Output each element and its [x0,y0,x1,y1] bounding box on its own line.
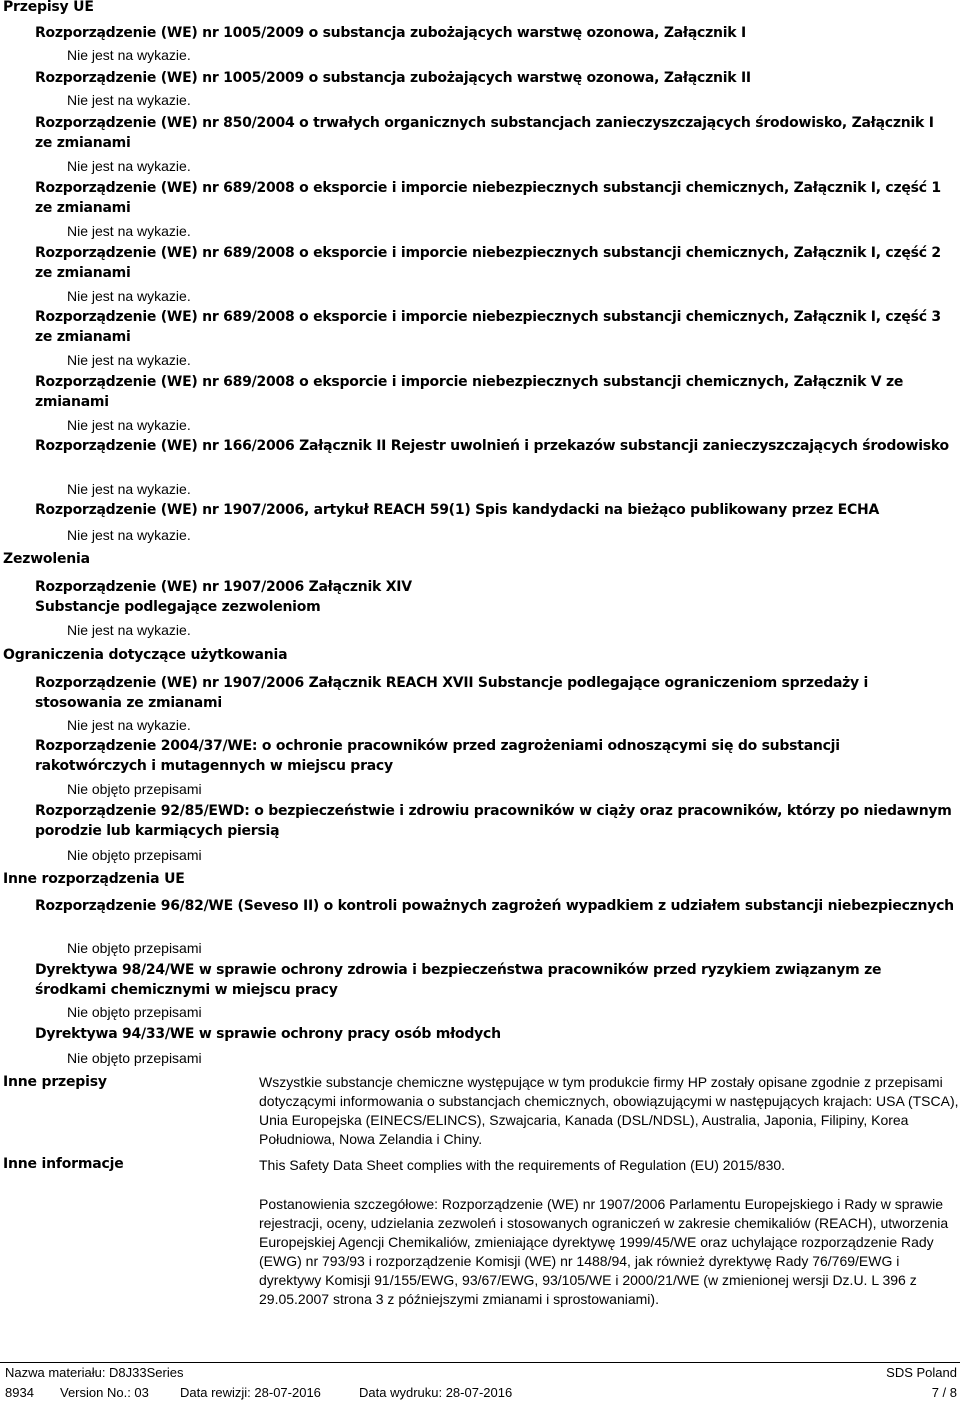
regulation-title: Rozporządzenie (WE) nr 1907/2006 Załącznik REACH XVII Substancje podlegające ograniczeniom sprzedaży i stosowania ze zmianami [35,675,869,711]
regulation-title: Rozporządzenie (WE) nr 1005/2009 o substancja zubożających warstwę ozonowa, Załącznik I [35,25,746,41]
regulation-title: Rozporządzenie 92/85/EWD: o bezpieczeństwie i zdrowiu pracowników w ciąży oraz pracowników, którzy po niedawnym porodzie lub karmiących piersią [35,803,952,839]
footer-material-name: Nazwa materiału: D8J33Series [5,1365,184,1380]
other-info-details: Postanowienia szczegółowe: Rozporządzenie (WE) nr 1907/2006 Parlamentu Europejskiego i Rady w sprawie rejestracji, oceny, udzielania zezwoleń i stosowanych ograniczeń w zakresie chemikaliów (REACH), utworzenia Europejskiej Agencji Chemikaliów, zmieniające dyrektywę 1999/45/WE oraz uchylające rozporządzenie Rady (EWG) nr 793/93 i rozporządzenie Komisji (WE) nr 1488/94, jak również dyrektywę Rady 76/769/EWG i dyrektywy Komisji 91/155/EWG, 93/67/EWG, 93/105/WE i 2000/21/WE (w zmienionej wersji Dz.U. L 396 z 29.05.2007 strona 3 z późniejszymi zmianami i sprostowaniami). [259,1196,949,1307]
regulation-title: Rozporządzenie (WE) nr 850/2004 o trwałych organicznych substancjach zanieczyszczających środowisko, Załącznik I ze zmianami [35,115,934,151]
footer-version: Version No.: 03 [60,1385,149,1400]
regulation-title: Rozporządzenie (WE) nr 1907/2006, artykuł REACH 59(1) Spis kandydacki na bieżąco publikowany przez ECHA [35,502,880,518]
regulation-title: Dyrektywa 98/24/WE w sprawie ochrony zdrowia i bezpieczeństwa pracowników przed ryzykiem związanym ze środkami chemicznymi w miejscu pracy [35,962,882,998]
footer-print-date: Data wydruku: 28-07-2016 [359,1385,513,1400]
other-info-label: Inne informacje [3,1156,124,1172]
regulation-title: Dyrektywa 94/33/WE w sprawie ochrony pracy osób młodych [35,1026,501,1042]
regulation-title: Rozporządzenie (WE) nr 689/2008 o eksporcie i imporcie niebezpiecznych substancji chemicznych, Załącznik V ze zmianami [35,374,904,410]
regulation-title: Rozporządzenie (WE) nr 689/2008 o eksporcie i imporcie niebezpiecznych substancji chemicznych, Załącznik I, część 2 ze zmianami [35,245,941,281]
regulation-status: Nie objęto przepisami [67,781,202,797]
section-heading-restrictions: Ograniczenia dotyczące użytkowania [3,647,288,663]
regulation-status: Nie jest na wykazie. [67,527,191,543]
regulation-status: Nie objęto przepisami [67,847,202,863]
footer-sds-country: SDS Poland [886,1365,957,1380]
regulation-status: Nie jest na wykazie. [67,92,191,108]
footer-code: 8934 [5,1385,34,1400]
regulation-title: Rozporządzenie (WE) nr 1005/2009 o substancja zubożających warstwę ozonowa, Załącznik II [35,70,751,86]
other-rules-label: Inne przepisy [3,1074,107,1090]
regulation-status: Nie jest na wykazie. [67,47,191,63]
footer-divider [0,1362,960,1363]
section-heading-authorisations: Zezwolenia [3,551,90,567]
regulation-status: Nie jest na wykazie. [67,481,191,497]
regulation-title: Rozporządzenie (WE) nr 1907/2006 Załącznik XIV Substancje podlegające zezwoleniom [35,579,412,615]
other-info-text: This Safety Data Sheet complies with the requirements of Regulation (EU) 2015/830. [259,1157,786,1173]
section-heading-other-eu: Inne rozporządzenia UE [3,871,185,887]
section-heading-eu-regulations: Przepisy UE [3,0,94,15]
regulation-title: Rozporządzenie 96/82/WE (Seveso II) o kontroli poważnych zagrożeń wypadkiem z udziałem substancji niebezpiecznych [35,898,954,914]
regulation-status: Nie objęto przepisami [67,1050,202,1066]
regulation-status: Nie objęto przepisami [67,940,202,956]
footer-page-number: 7 / 8 [931,1385,957,1400]
regulation-title: Rozporządzenie (WE) nr 689/2008 o eksporcie i imporcie niebezpiecznych substancji chemicznych, Załącznik I, część 3 ze zmianami [35,309,941,345]
regulation-status: Nie jest na wykazie. [67,288,191,304]
regulation-title: Rozporządzenie (WE) nr 166/2006 Załącznik II Rejestr uwolnień i przekazów substancji zanieczyszczających środowisko [35,438,949,454]
regulation-status: Nie jest na wykazie. [67,223,191,239]
regulation-status: Nie jest na wykazie. [67,622,191,638]
regulation-status: Nie objęto przepisami [67,1004,202,1020]
regulation-title: Rozporządzenie 2004/37/WE: o ochronie pracowników przed zagrożeniami odnoszącymi się do substancji rakotwórczych i mutagennych w miejscu pracy [35,738,840,774]
regulation-status: Nie jest na wykazie. [67,417,191,433]
regulation-status: Nie jest na wykazie. [67,352,191,368]
other-rules-text: Wszystkie substancje chemiczne występujące w tym produkcie firmy HP zostały opisane zgodnie z przepisami dotyczącymi informowania o substancjach chemicznych, obowiązującymi w następujących krajach: USA (TSCA), Unia Europejska (EINECS/ELINCS), Szwajcaria, Kanada (DSL/NDSL), Australia, Japonia, Filipiny, Korea Południowa, Nowa Zelandia i Chiny. [259,1074,959,1147]
regulation-status: Nie jest na wykazie. [67,158,191,174]
regulation-status: Nie jest na wykazie. [67,717,191,733]
footer-revision-date: Data rewizji: 28-07-2016 [180,1385,321,1400]
regulation-title: Rozporządzenie (WE) nr 689/2008 o eksporcie i imporcie niebezpiecznych substancji chemicznych, Załącznik I, część 1 ze zmianami [35,180,941,216]
